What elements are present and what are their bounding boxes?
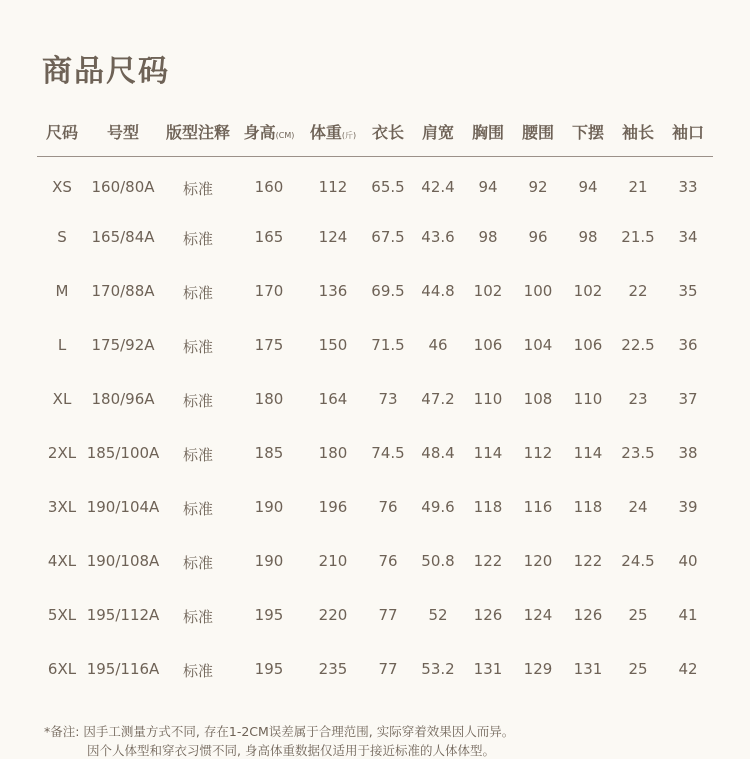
- col-header-cuff: [672, 120, 704, 143]
- cell-weight: 220: [318, 606, 348, 624]
- cell-fit-code: 170/88A: [91, 282, 155, 300]
- col-header-label: 肩宽: [421, 123, 455, 142]
- cell-size: 5XL: [47, 606, 77, 624]
- cell-waist: 116: [523, 498, 553, 516]
- cell-fit-note: 标准: [182, 662, 214, 680]
- table-row: [0, 390, 750, 414]
- cell-fit-code: 190/104A: [86, 498, 160, 516]
- cell-hem: 102: [573, 282, 603, 300]
- col-header-unit: (斤): [341, 131, 357, 140]
- cell-length: 69.5: [371, 282, 405, 300]
- table-row: [0, 444, 750, 468]
- cell-fit-note: 标准: [182, 392, 214, 410]
- cell-chest: 131: [473, 660, 503, 678]
- cell-fit-note: 标准: [182, 284, 214, 302]
- table-row: [0, 606, 750, 630]
- cell-shoulder: 50.8: [421, 552, 455, 570]
- cell-length: 77: [378, 606, 398, 624]
- col-header-label: 版型注释: [165, 123, 231, 142]
- cell-height: 180: [254, 390, 284, 408]
- cell-height: 160: [254, 178, 284, 196]
- cell-size: XS: [52, 178, 72, 196]
- cell-sleeve: 25: [628, 660, 648, 678]
- cell-hem: 131: [573, 660, 603, 678]
- col-header-unit: (CM): [275, 131, 295, 140]
- col-header-label: 下摆: [571, 123, 605, 142]
- cell-waist: 96: [528, 228, 548, 246]
- cell-height: 165: [254, 228, 284, 246]
- table-row: [0, 282, 750, 306]
- cell-shoulder: 46: [428, 336, 448, 354]
- col-header-label: 胸围: [471, 123, 505, 142]
- cell-size: 3XL: [47, 498, 77, 516]
- cell-cuff: 37: [678, 390, 698, 408]
- cell-weight: 112: [318, 178, 348, 196]
- cell-fit-code: 185/100A: [86, 444, 160, 462]
- cell-shoulder: 53.2: [421, 660, 455, 678]
- cell-height: 185: [254, 444, 284, 462]
- cell-sleeve: 22.5: [621, 336, 655, 354]
- cell-shoulder: 44.8: [421, 282, 455, 300]
- cell-waist: 120: [523, 552, 553, 570]
- cell-length: 76: [378, 552, 398, 570]
- cell-height: 190: [254, 498, 284, 516]
- col-header-fit-note: [166, 120, 230, 143]
- cell-cuff: 34: [678, 228, 698, 246]
- cell-fit-note: 标准: [182, 608, 214, 626]
- cell-fit-note: 标准: [182, 500, 214, 518]
- cell-sleeve: 23: [628, 390, 648, 408]
- size-table-header: [0, 120, 750, 144]
- cell-waist: 104: [523, 336, 553, 354]
- cell-fit-code: 175/92A: [91, 336, 155, 354]
- cell-hem: 106: [573, 336, 603, 354]
- cell-shoulder: 49.6: [421, 498, 455, 516]
- cell-hem: 114: [573, 444, 603, 462]
- cell-hem: 98: [578, 228, 598, 246]
- cell-shoulder: 48.4: [421, 444, 455, 462]
- header-divider: [37, 156, 713, 157]
- col-header-length: [372, 120, 404, 143]
- cell-weight: 136: [318, 282, 348, 300]
- cell-height: 175: [254, 336, 284, 354]
- cell-size: S: [57, 228, 67, 246]
- cell-shoulder: 47.2: [421, 390, 455, 408]
- cell-length: 65.5: [371, 178, 405, 196]
- cell-cuff: 36: [678, 336, 698, 354]
- table-row: [0, 552, 750, 576]
- cell-hem: 110: [573, 390, 603, 408]
- cell-fit-note: 标准: [182, 180, 214, 198]
- cell-sleeve: 24.5: [621, 552, 655, 570]
- cell-chest: 110: [473, 390, 503, 408]
- cell-chest: 94: [478, 178, 498, 196]
- col-header-waist: [522, 120, 554, 143]
- cell-shoulder: 43.6: [421, 228, 455, 246]
- cell-waist: 92: [528, 178, 548, 196]
- cell-fit-code: 160/80A: [91, 178, 155, 196]
- cell-cuff: 39: [678, 498, 698, 516]
- cell-size: 2XL: [47, 444, 77, 462]
- cell-size: 4XL: [47, 552, 77, 570]
- cell-length: 73: [378, 390, 398, 408]
- cell-sleeve: 25: [628, 606, 648, 624]
- cell-size: XL: [52, 390, 72, 408]
- cell-weight: 196: [318, 498, 348, 516]
- cell-cuff: 33: [678, 178, 698, 196]
- cell-length: 67.5: [371, 228, 405, 246]
- col-header-sleeve: [622, 120, 654, 143]
- cell-chest: 98: [478, 228, 498, 246]
- col-header-label: 衣长: [371, 123, 405, 142]
- cell-shoulder: 52: [428, 606, 448, 624]
- cell-sleeve: 23.5: [621, 444, 655, 462]
- cell-cuff: 35: [678, 282, 698, 300]
- cell-length: 71.5: [371, 336, 405, 354]
- col-header-fit-code: [107, 120, 139, 143]
- cell-waist: 124: [523, 606, 553, 624]
- cell-waist: 108: [523, 390, 553, 408]
- cell-waist: 100: [523, 282, 553, 300]
- cell-chest: 118: [473, 498, 503, 516]
- cell-cuff: 40: [678, 552, 698, 570]
- table-row: [0, 498, 750, 522]
- col-header-hem: [572, 120, 604, 143]
- col-header-label: 腰围: [521, 123, 555, 142]
- table-row: [0, 336, 750, 360]
- cell-fit-code: 180/96A: [91, 390, 155, 408]
- cell-fit-note: 标准: [182, 446, 214, 464]
- cell-sleeve: 21: [628, 178, 648, 196]
- col-header-size: [46, 120, 78, 143]
- col-header-label: 尺码: [45, 123, 79, 142]
- cell-size: M: [55, 282, 69, 300]
- cell-size: 6XL: [47, 660, 77, 678]
- cell-weight: 180: [318, 444, 348, 462]
- col-header-label: 号型: [106, 123, 140, 142]
- cell-length: 77: [378, 660, 398, 678]
- cell-cuff: 41: [678, 606, 698, 624]
- col-header-label: 体重: [309, 123, 342, 142]
- cell-weight: 210: [318, 552, 348, 570]
- cell-chest: 114: [473, 444, 503, 462]
- page-title: 商品尺码: [42, 54, 170, 89]
- cell-length: 76: [378, 498, 398, 516]
- cell-chest: 126: [473, 606, 503, 624]
- cell-hem: 122: [573, 552, 603, 570]
- cell-weight: 124: [318, 228, 348, 246]
- cell-height: 190: [254, 552, 284, 570]
- cell-height: 170: [254, 282, 284, 300]
- table-row: [0, 228, 750, 252]
- col-header-label: 袖口: [671, 123, 705, 142]
- cell-sleeve: 21.5: [621, 228, 655, 246]
- cell-size: L: [57, 336, 67, 354]
- col-header-chest: [472, 120, 504, 143]
- cell-fit-code: 195/112A: [86, 606, 160, 624]
- cell-height: 195: [254, 660, 284, 678]
- cell-height: 195: [254, 606, 284, 624]
- cell-waist: 112: [523, 444, 553, 462]
- cell-sleeve: 24: [628, 498, 648, 516]
- cell-weight: 235: [318, 660, 348, 678]
- cell-cuff: 42: [678, 660, 698, 678]
- cell-weight: 150: [318, 336, 348, 354]
- table-row: [0, 178, 750, 202]
- cell-fit-note: 标准: [182, 338, 214, 356]
- col-header-shoulder: [422, 120, 454, 143]
- col-header-height: [244, 120, 295, 143]
- cell-hem: 126: [573, 606, 603, 624]
- cell-fit-code: 165/84A: [91, 228, 155, 246]
- cell-fit-code: 195/116A: [86, 660, 160, 678]
- col-header-label: 袖长: [621, 123, 655, 142]
- cell-weight: 164: [318, 390, 348, 408]
- cell-chest: 102: [473, 282, 503, 300]
- col-header-label: 身高: [243, 123, 276, 142]
- col-header-weight: [310, 120, 356, 143]
- cell-fit-code: 190/108A: [86, 552, 160, 570]
- note-line-2: 因个人体型和穿衣习惯不同, 身高体重数据仅适用于接近标准的人体体型。: [87, 743, 495, 758]
- cell-waist: 129: [523, 660, 553, 678]
- cell-hem: 94: [578, 178, 598, 196]
- cell-length: 74.5: [371, 444, 405, 462]
- cell-cuff: 38: [678, 444, 698, 462]
- cell-fit-note: 标准: [182, 554, 214, 572]
- cell-fit-note: 标准: [182, 230, 214, 248]
- cell-chest: 106: [473, 336, 503, 354]
- cell-shoulder: 42.4: [421, 178, 455, 196]
- cell-hem: 118: [573, 498, 603, 516]
- note-line-1: *备注: 因手工测量方式不同, 存在1-2CM误差属于合理范围, 实际穿着效果因人而异。: [44, 724, 515, 739]
- cell-chest: 122: [473, 552, 503, 570]
- table-row: [0, 660, 750, 684]
- cell-sleeve: 22: [628, 282, 648, 300]
